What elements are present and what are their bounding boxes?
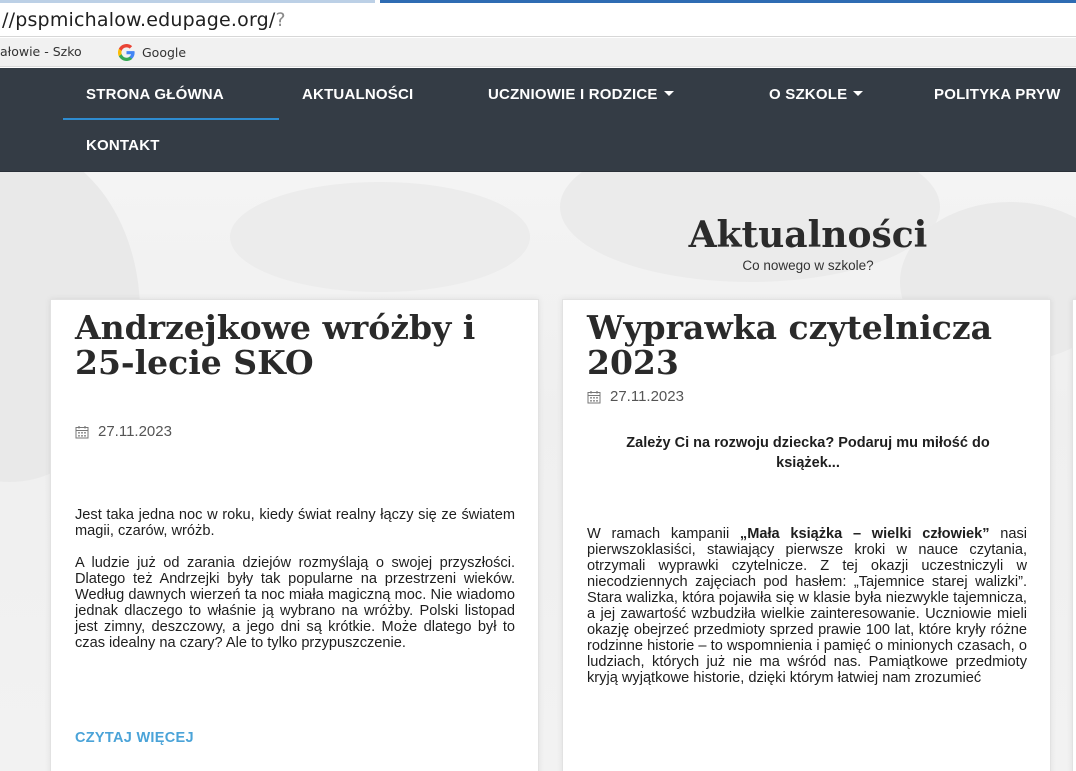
article-text: W ramach kampanii: [587, 526, 740, 542]
bookmark-school[interactable]: [0, 44, 110, 59]
nav-home-label: STRONA GŁÓWNA: [86, 86, 224, 103]
nav-privacy-policy-label: POLITYKA PRYW: [934, 86, 1061, 103]
nav-home[interactable]: [86, 86, 224, 103]
article-date-text: 27.11.2023: [98, 423, 172, 440]
campaign-name: „Mała książka – wielki człowiek”: [739, 526, 990, 542]
nav-active-indicator: [63, 118, 279, 120]
article-card-partial: [1072, 299, 1076, 771]
inactive-tab-bar[interactable]: [0, 0, 375, 3]
nav-students-parents[interactable]: [488, 86, 674, 103]
calendar-icon: [587, 390, 601, 404]
nav-news-label: AKTUALNOŚCI: [302, 86, 414, 103]
address-url[interactable]: [2, 9, 286, 31]
nav-news[interactable]: [302, 86, 413, 103]
caret-down-icon: [664, 91, 674, 96]
article-excerpt: [75, 507, 515, 651]
calendar-icon: [75, 425, 89, 439]
bookmark-school-label: ałowie - Szko: [0, 44, 82, 59]
active-tab-bar[interactable]: [380, 0, 1076, 3]
google-icon: [118, 44, 135, 61]
bookmarks-bar: [0, 38, 1076, 67]
article-date: [75, 423, 172, 440]
nav-students-parents-label: UCZNIOWIE I RODZICE: [488, 86, 658, 103]
url-tail: ?: [275, 9, 286, 31]
nav-contact-label: KONTAKT: [86, 137, 160, 154]
article-title[interactable]: Wyprawka czytelnicza 2023: [587, 308, 993, 382]
main-navigation: [0, 68, 1076, 172]
article-paragraph: A ludzie już od zarania dziejów rozmyślają o swojej przyszłości. Dlatego też Andrzejki były tak popularne na przestrzeni wieków. Według dawnych wierzeń ta noc miała magiczną moc. Nie wiadomo jednak dlaczego to właśnie ją wybrano na wróżby. Polski listopad jest zimny, deszczowy, a jego dni są krótkie. Może dlatego był to czas idealny na czary? Ale to tylko przypuszczenie.: [75, 555, 515, 651]
nav-privacy-policy[interactable]: [934, 86, 1061, 103]
nav-contact[interactable]: [86, 137, 160, 154]
read-more-link[interactable]: CZYTAJ WIĘCEJ: [75, 730, 194, 746]
article-paragraph: [587, 526, 1027, 686]
address-bar[interactable]: [0, 4, 1076, 37]
article-card: [562, 299, 1051, 771]
article-excerpt: [587, 526, 1027, 686]
article-card: [50, 299, 539, 771]
caret-down-icon: [853, 91, 863, 96]
nav-about-school[interactable]: [769, 86, 863, 103]
url-main: //pspmichalow.edupage.org/: [2, 9, 276, 31]
article-text: nasi pierwszoklasiści, stawiający pierwsze kroki w nauce czytania, otrzymali wyprawki czytelnicze. Z tej okazji uczestniczyli w niecodziennych zajęciach pod hasłem: „Tajemnice starej walizki”. Stara walizka, która pojawiła się w klasie była niezwykle tajemnicza, a jej zawartość wzbudziła wielkie zainteresowanie. Uczniowie mieli okazję obejrzeć przedmioty sprzed prawie 100 lat, które kryły różne rodzinne historie – to wspomnienia i pamięć o minionych czasach, o ludziach, których już nie ma wśród nas. Pamiątkowe przedmioty kryją wyjątkowe historie, dzięki którym łatwiej nam zrozumieć: [587, 526, 1028, 686]
page-title: Aktualności: [688, 214, 928, 256]
nav-about-school-label: O SZKOLE: [769, 86, 848, 103]
page-subtitle: Co nowego w szkole?: [742, 258, 874, 273]
article-date: [587, 388, 684, 405]
article-paragraph: Jest taka jedna noc w roku, kiedy świat realny łączy się ze światem magii, czarów, wróżb.: [75, 507, 515, 539]
article-lead: Zależy Ci na rozwoju dziecka? Podaruj mu miłość do książek...: [626, 435, 990, 471]
article-title[interactable]: Andrzejkowe wróżby i 25-lecie SKO: [75, 308, 476, 382]
article-date-text: 27.11.2023: [610, 388, 684, 405]
bookmark-google-label: Google: [142, 45, 187, 60]
bookmark-google[interactable]: [118, 44, 186, 61]
